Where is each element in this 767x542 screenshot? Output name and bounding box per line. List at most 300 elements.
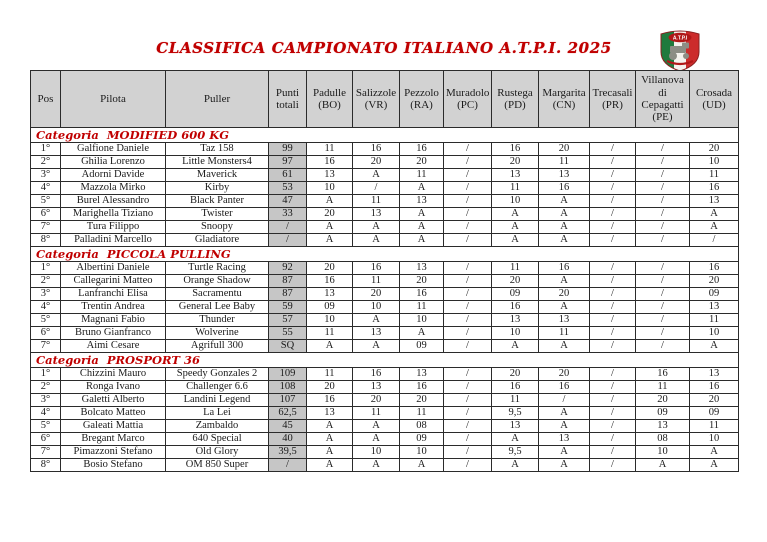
punti-cell: 57	[269, 314, 307, 327]
score-cell: /	[444, 394, 492, 407]
score-cell: 11	[492, 182, 539, 195]
score-cell: A	[307, 340, 353, 353]
header-cell: Pezzolo (RA)	[400, 71, 444, 128]
score-cell: 10	[492, 327, 539, 340]
score-cell: A	[539, 407, 590, 420]
score-cell: A	[353, 459, 400, 472]
score-cell: /	[590, 459, 636, 472]
score-cell: 10	[690, 156, 739, 169]
table-row	[31, 394, 739, 407]
score-cell: A	[400, 234, 444, 247]
score-cell: A	[400, 459, 444, 472]
score-cell: 13	[307, 407, 353, 420]
pos-cell: 7°	[31, 340, 61, 353]
table-row	[31, 156, 739, 169]
score-cell: 10	[353, 446, 400, 459]
puller-cell: Black Panter	[166, 195, 269, 208]
puller-cell: Little Monsters4	[166, 156, 269, 169]
score-cell: 13	[690, 301, 739, 314]
table-row	[31, 446, 739, 459]
category-row	[31, 247, 739, 262]
score-cell: 13	[307, 169, 353, 182]
score-cell: A	[492, 459, 539, 472]
score-cell: /	[590, 143, 636, 156]
score-cell: /	[444, 143, 492, 156]
pilota-cell: Galeati Mattia	[61, 420, 166, 433]
score-cell: 11	[307, 327, 353, 340]
category-row	[31, 353, 739, 368]
score-cell: 20	[400, 275, 444, 288]
score-cell: /	[444, 314, 492, 327]
puller-cell: Challenger 6.6	[166, 381, 269, 394]
table-row	[31, 314, 739, 327]
pos-cell: 7°	[31, 446, 61, 459]
header-row	[31, 71, 739, 128]
score-cell: A	[690, 208, 739, 221]
score-cell: 20	[307, 262, 353, 275]
score-cell: 10	[400, 446, 444, 459]
pos-cell: 6°	[31, 208, 61, 221]
table-row	[31, 381, 739, 394]
category-title: Categoria MODIFIED 600 KG	[31, 128, 739, 143]
score-cell: 20	[539, 368, 590, 381]
score-cell: 09	[400, 433, 444, 446]
puller-cell: Zambaldo	[166, 420, 269, 433]
pilota-cell: Mazzola Mirko	[61, 182, 166, 195]
score-cell: 20	[353, 288, 400, 301]
score-cell: A	[353, 340, 400, 353]
score-cell: A	[539, 446, 590, 459]
score-cell: 11	[690, 314, 739, 327]
score-cell: /	[636, 195, 690, 208]
pilota-cell: Pimazzoni Stefano	[61, 446, 166, 459]
score-cell: A	[307, 221, 353, 234]
punti-cell: 87	[269, 275, 307, 288]
score-cell: /	[636, 275, 690, 288]
header-cell: Trecasali (PR)	[590, 71, 636, 128]
score-cell: A	[539, 234, 590, 247]
pos-cell: 2°	[31, 275, 61, 288]
table-row	[31, 208, 739, 221]
logo-text: A.T.P.I	[672, 35, 688, 42]
score-cell: /	[444, 262, 492, 275]
table-row	[31, 459, 739, 472]
punti-cell: 92	[269, 262, 307, 275]
table-row	[31, 262, 739, 275]
score-cell: /	[444, 221, 492, 234]
pos-cell: 8°	[31, 234, 61, 247]
score-cell: /	[590, 208, 636, 221]
score-cell: A	[353, 221, 400, 234]
score-cell: A	[539, 275, 590, 288]
pos-cell: 7°	[31, 221, 61, 234]
header-cell: Salizzole (VR)	[353, 71, 400, 128]
header-cell: Rustega (PD)	[492, 71, 539, 128]
puller-cell: OM 850 Super	[166, 459, 269, 472]
punti-cell: 53	[269, 182, 307, 195]
score-cell: 13	[492, 420, 539, 433]
score-cell: 09	[400, 340, 444, 353]
table-row	[31, 433, 739, 446]
score-cell: 11	[307, 143, 353, 156]
score-cell: 16	[307, 156, 353, 169]
score-cell: A	[539, 340, 590, 353]
puller-cell: La Lei	[166, 407, 269, 420]
score-cell: A	[539, 301, 590, 314]
score-cell: 20	[690, 143, 739, 156]
punti-cell: 40	[269, 433, 307, 446]
score-cell: A	[492, 208, 539, 221]
score-cell: 16	[492, 301, 539, 314]
score-cell: A	[492, 221, 539, 234]
pilota-cell: Bruno Gianfranco	[61, 327, 166, 340]
score-cell: /	[590, 407, 636, 420]
punti-cell: 97	[269, 156, 307, 169]
score-cell: /	[636, 340, 690, 353]
page-title: CLASSIFICA CAMPIONATO ITALIANO A.T.P.I. 2025	[156, 39, 612, 57]
puller-cell: Old Glory	[166, 446, 269, 459]
pos-cell: 4°	[31, 301, 61, 314]
puller-cell: Turtle Racing	[166, 262, 269, 275]
table-row	[31, 234, 739, 247]
score-cell: /	[590, 234, 636, 247]
pos-cell: 3°	[31, 394, 61, 407]
punti-cell: 87	[269, 288, 307, 301]
score-cell: /	[636, 234, 690, 247]
punti-cell: /	[269, 221, 307, 234]
pos-cell: 4°	[31, 407, 61, 420]
table-row	[31, 182, 739, 195]
score-cell: /	[353, 182, 400, 195]
score-cell: /	[590, 156, 636, 169]
score-cell: 16	[690, 182, 739, 195]
score-cell: 10	[400, 314, 444, 327]
score-cell: 13	[539, 314, 590, 327]
punti-cell: 109	[269, 368, 307, 381]
score-cell: 11	[492, 394, 539, 407]
score-cell: 11	[636, 381, 690, 394]
pos-cell: 2°	[31, 156, 61, 169]
score-cell: A	[353, 420, 400, 433]
score-cell: 11	[690, 169, 739, 182]
pilota-cell: Ghilia Lorenzo	[61, 156, 166, 169]
pilota-cell: Trentin Andrea	[61, 301, 166, 314]
pilota-cell: Callegarini Matteo	[61, 275, 166, 288]
score-cell: /	[444, 156, 492, 169]
score-cell: A	[353, 314, 400, 327]
pilota-cell: Bregant Marco	[61, 433, 166, 446]
score-cell: /	[444, 234, 492, 247]
category-title: Categoria PROSPORT 36	[31, 353, 739, 368]
score-cell: 16	[307, 275, 353, 288]
score-cell: 16	[400, 143, 444, 156]
pos-cell: 5°	[31, 420, 61, 433]
score-cell: 10	[492, 195, 539, 208]
pilota-cell: Albertini Daniele	[61, 262, 166, 275]
score-cell: 11	[690, 420, 739, 433]
score-cell: 11	[400, 169, 444, 182]
score-cell: 11	[539, 156, 590, 169]
score-cell: 10	[690, 433, 739, 446]
table-row	[31, 143, 739, 156]
punti-cell: /	[269, 234, 307, 247]
score-cell: A	[307, 195, 353, 208]
puller-cell: Wolverine	[166, 327, 269, 340]
table-row	[31, 407, 739, 420]
punti-cell: 47	[269, 195, 307, 208]
score-cell: A	[400, 327, 444, 340]
score-cell: /	[636, 327, 690, 340]
puller-cell: Orange Shadow	[166, 275, 269, 288]
score-cell: 08	[400, 420, 444, 433]
score-cell: A	[492, 234, 539, 247]
score-cell: /	[590, 420, 636, 433]
score-cell: 16	[636, 368, 690, 381]
score-cell: 16	[353, 262, 400, 275]
header-cell: Margarita (CN)	[539, 71, 590, 128]
score-cell: /	[590, 381, 636, 394]
score-cell: 20	[307, 381, 353, 394]
punti-cell: 39,5	[269, 446, 307, 459]
pos-cell: 1°	[31, 262, 61, 275]
pos-cell: 8°	[31, 459, 61, 472]
score-cell: 20	[636, 394, 690, 407]
score-cell: 11	[353, 275, 400, 288]
pos-cell: 3°	[31, 169, 61, 182]
score-cell: 10	[690, 327, 739, 340]
score-cell: /	[444, 208, 492, 221]
score-cell: 9,5	[492, 446, 539, 459]
punti-cell: SQ	[269, 340, 307, 353]
score-cell: 16	[539, 182, 590, 195]
score-cell: A	[690, 446, 739, 459]
score-cell: /	[636, 288, 690, 301]
puller-cell: Snoopy	[166, 221, 269, 234]
score-cell: /	[690, 234, 739, 247]
puller-cell: Sacramentu	[166, 288, 269, 301]
score-cell: 20	[400, 394, 444, 407]
header-cell: Punti totali	[269, 71, 307, 128]
score-cell: /	[444, 301, 492, 314]
score-cell: 16	[539, 381, 590, 394]
score-cell: 11	[400, 301, 444, 314]
score-cell: /	[444, 420, 492, 433]
puller-cell: General Lee Baby	[166, 301, 269, 314]
score-cell: /	[590, 195, 636, 208]
score-cell: 11	[307, 368, 353, 381]
puller-cell: Speedy Gonzales 2	[166, 368, 269, 381]
punti-cell: 107	[269, 394, 307, 407]
score-cell: 08	[636, 433, 690, 446]
puller-cell: Thunder	[166, 314, 269, 327]
pos-cell: 5°	[31, 195, 61, 208]
score-cell: /	[590, 288, 636, 301]
score-cell: 09	[636, 407, 690, 420]
pilota-cell: Aimi Cesare	[61, 340, 166, 353]
score-cell: 09	[690, 288, 739, 301]
score-cell: /	[636, 169, 690, 182]
puller-cell: Taz 158	[166, 143, 269, 156]
pos-cell: 6°	[31, 327, 61, 340]
score-cell: /	[636, 314, 690, 327]
score-cell: A	[307, 446, 353, 459]
score-cell: 13	[307, 288, 353, 301]
puller-cell: Agrifull 300	[166, 340, 269, 353]
score-cell: /	[444, 195, 492, 208]
score-cell: 9,5	[492, 407, 539, 420]
score-cell: 16	[539, 262, 590, 275]
score-cell: 20	[353, 156, 400, 169]
punti-cell: 55	[269, 327, 307, 340]
score-cell: 10	[307, 182, 353, 195]
score-cell: A	[353, 433, 400, 446]
table-row	[31, 420, 739, 433]
score-cell: 11	[539, 327, 590, 340]
score-cell: 10	[353, 301, 400, 314]
score-cell: A	[492, 433, 539, 446]
score-cell: 13	[353, 381, 400, 394]
score-cell: /	[590, 221, 636, 234]
table-row	[31, 301, 739, 314]
pilota-cell: Bolcato Matteo	[61, 407, 166, 420]
score-cell: 20	[690, 275, 739, 288]
score-cell: 09	[690, 407, 739, 420]
score-cell: 13	[636, 420, 690, 433]
score-cell: A	[307, 433, 353, 446]
score-cell: 11	[492, 262, 539, 275]
header-cell: Pos	[31, 71, 61, 128]
score-cell: /	[636, 143, 690, 156]
score-cell: 20	[539, 143, 590, 156]
score-cell: /	[444, 433, 492, 446]
score-cell: /	[444, 275, 492, 288]
score-cell: /	[636, 262, 690, 275]
score-cell: 13	[492, 314, 539, 327]
score-cell: 13	[400, 368, 444, 381]
punti-cell: /	[269, 459, 307, 472]
pos-cell: 5°	[31, 314, 61, 327]
score-cell: /	[590, 182, 636, 195]
pos-cell: 2°	[31, 381, 61, 394]
score-cell: /	[444, 407, 492, 420]
score-cell: 13	[539, 169, 590, 182]
score-cell: /	[636, 156, 690, 169]
category-title: Categoria PICCOLA PULLING	[31, 247, 739, 262]
score-cell: /	[444, 327, 492, 340]
puller-cell: Twister	[166, 208, 269, 221]
table-header	[31, 71, 739, 128]
pilota-cell: Burel Alessandro	[61, 195, 166, 208]
score-cell: /	[444, 340, 492, 353]
score-cell: 20	[492, 156, 539, 169]
score-cell: 16	[353, 143, 400, 156]
pos-cell: 3°	[31, 288, 61, 301]
pilota-cell: Palladini Marcello	[61, 234, 166, 247]
pilota-cell: Galfione Daniele	[61, 143, 166, 156]
score-cell: A	[539, 420, 590, 433]
score-cell: 20	[539, 288, 590, 301]
puller-cell: Maverick	[166, 169, 269, 182]
pilota-cell: Lanfranchi Elisa	[61, 288, 166, 301]
score-cell: 13	[353, 327, 400, 340]
score-cell: A	[400, 182, 444, 195]
pos-cell: 4°	[31, 182, 61, 195]
score-cell: 13	[400, 262, 444, 275]
header-cell: Pilota	[61, 71, 166, 128]
header-cell: Crosada (UD)	[690, 71, 739, 128]
punti-cell: 61	[269, 169, 307, 182]
table-row	[31, 288, 739, 301]
table-row	[31, 368, 739, 381]
table-row	[31, 195, 739, 208]
classification-table	[30, 70, 739, 472]
score-cell: A	[539, 459, 590, 472]
pilota-cell: Adorni Davide	[61, 169, 166, 182]
score-cell: /	[590, 327, 636, 340]
score-cell: A	[690, 221, 739, 234]
score-cell: 20	[307, 208, 353, 221]
score-cell: 13	[492, 169, 539, 182]
score-cell: /	[444, 381, 492, 394]
score-cell: /	[636, 221, 690, 234]
score-cell: /	[590, 262, 636, 275]
score-cell: A	[400, 208, 444, 221]
punti-cell: 59	[269, 301, 307, 314]
pos-cell: 6°	[31, 433, 61, 446]
score-cell: 16	[690, 262, 739, 275]
score-cell: 11	[353, 195, 400, 208]
score-cell: A	[690, 340, 739, 353]
punti-cell: 33	[269, 208, 307, 221]
puller-cell: Gladiatore	[166, 234, 269, 247]
header-cell: Villanova di Cepagatti (PE)	[636, 71, 690, 128]
score-cell: A	[353, 169, 400, 182]
score-cell: A	[307, 234, 353, 247]
score-cell: /	[590, 275, 636, 288]
score-cell: 13	[690, 368, 739, 381]
score-cell: /	[444, 459, 492, 472]
table-row	[31, 169, 739, 182]
score-cell: 13	[690, 195, 739, 208]
score-cell: /	[444, 288, 492, 301]
score-cell: /	[636, 182, 690, 195]
atpi-logo	[656, 26, 704, 73]
pos-cell: 1°	[31, 143, 61, 156]
score-cell: 10	[636, 446, 690, 459]
score-cell: /	[444, 446, 492, 459]
score-cell: /	[444, 169, 492, 182]
pilota-cell: Galetti Alberto	[61, 394, 166, 407]
score-cell: A	[353, 234, 400, 247]
score-cell: 10	[307, 314, 353, 327]
score-cell: A	[307, 459, 353, 472]
score-cell: 20	[492, 275, 539, 288]
score-cell: /	[590, 301, 636, 314]
table-row	[31, 275, 739, 288]
score-cell: 16	[400, 381, 444, 394]
score-cell: A	[492, 340, 539, 353]
score-cell: 11	[400, 407, 444, 420]
puller-cell: 640 Special	[166, 433, 269, 446]
score-cell: 13	[539, 433, 590, 446]
score-cell: 16	[492, 143, 539, 156]
category-row	[31, 128, 739, 143]
score-cell: A	[539, 195, 590, 208]
puller-cell: Kirby	[166, 182, 269, 195]
pos-cell: 1°	[31, 368, 61, 381]
score-cell: /	[636, 301, 690, 314]
score-cell: /	[444, 182, 492, 195]
